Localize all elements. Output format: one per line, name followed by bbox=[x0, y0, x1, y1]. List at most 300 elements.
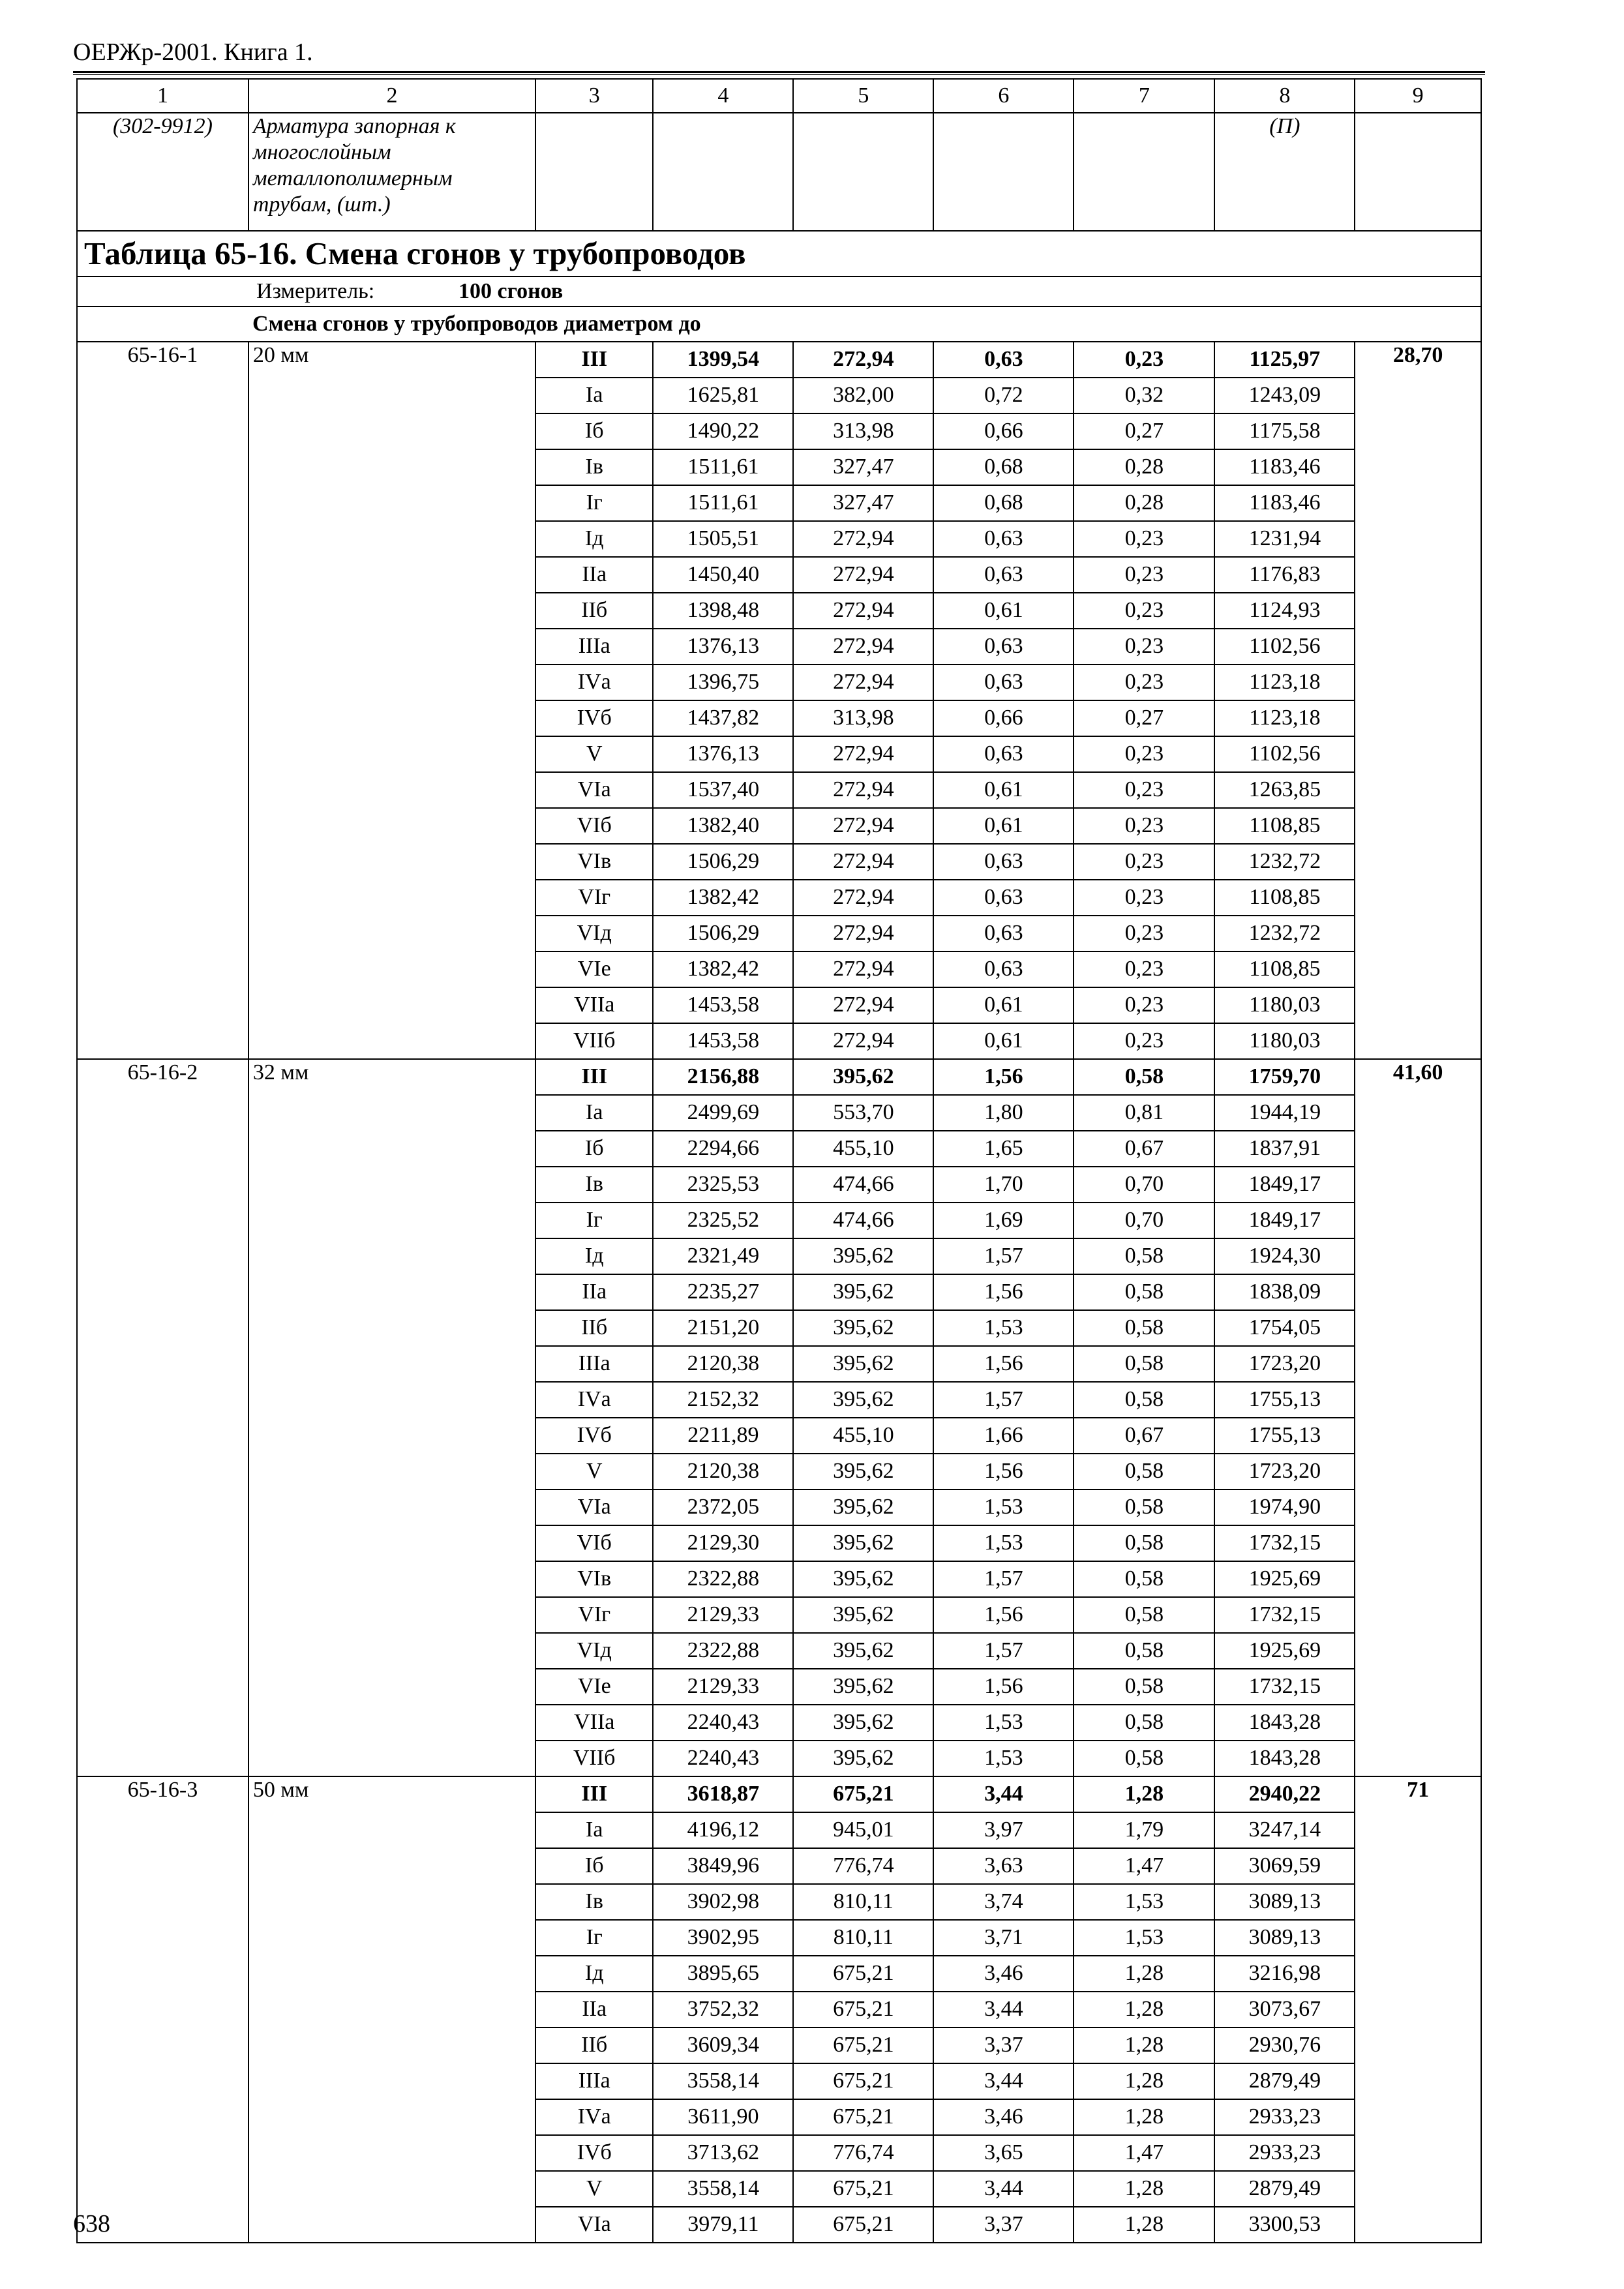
machine-wage: 0,70 bbox=[1074, 1203, 1214, 1238]
rate-region: VIIа bbox=[535, 987, 653, 1023]
machine-cost: 3,44 bbox=[933, 1992, 1074, 2027]
total-cost: 1511,61 bbox=[653, 449, 793, 485]
machine-cost: 1,57 bbox=[933, 1382, 1074, 1418]
machine-wage: 0,58 bbox=[1074, 1059, 1214, 1095]
material-cost: 3073,67 bbox=[1214, 1992, 1355, 2027]
machine-cost: 1,53 bbox=[933, 1489, 1074, 1525]
material-cost: 2940,22 bbox=[1214, 1776, 1355, 1812]
wage-cost: 395,62 bbox=[793, 1633, 933, 1669]
machine-wage: 0,58 bbox=[1074, 1525, 1214, 1561]
rate-region: IIIа bbox=[535, 2063, 653, 2099]
machine-cost: 3,37 bbox=[933, 2207, 1074, 2243]
rate-region: IIIа bbox=[535, 1346, 653, 1382]
empty-cell bbox=[1355, 113, 1481, 231]
rate-region: Iг bbox=[535, 485, 653, 521]
total-cost: 1506,29 bbox=[653, 916, 793, 951]
wage-cost: 945,01 bbox=[793, 1812, 933, 1848]
wage-cost: 272,94 bbox=[793, 521, 933, 557]
rate-region: Iа bbox=[535, 1812, 653, 1848]
total-cost: 1382,40 bbox=[653, 808, 793, 844]
rate-region: Iг bbox=[535, 1203, 653, 1238]
total-cost: 2120,38 bbox=[653, 1454, 793, 1489]
material-cost: 1843,28 bbox=[1214, 1741, 1355, 1776]
material-cost: 2933,23 bbox=[1214, 2099, 1355, 2135]
wage-cost: 327,47 bbox=[793, 485, 933, 521]
total-cost: 2129,33 bbox=[653, 1669, 793, 1705]
page-number: 638 bbox=[73, 2210, 110, 2237]
machine-wage: 0,67 bbox=[1074, 1418, 1214, 1454]
wage-cost: 474,66 bbox=[793, 1167, 933, 1203]
rate-region: Iг bbox=[535, 1920, 653, 1956]
total-cost: 1396,75 bbox=[653, 665, 793, 700]
total-cost: 2321,49 bbox=[653, 1238, 793, 1274]
material-cost: 2879,49 bbox=[1214, 2063, 1355, 2099]
total-cost: 2240,43 bbox=[653, 1741, 793, 1776]
entry-col9-value: 71 bbox=[1355, 1776, 1481, 2243]
machine-wage: 0,23 bbox=[1074, 1023, 1214, 1059]
total-cost: 2156,88 bbox=[653, 1059, 793, 1095]
machine-cost: 3,46 bbox=[933, 1956, 1074, 1992]
subheading-row bbox=[77, 307, 1481, 342]
machine-wage: 0,23 bbox=[1074, 665, 1214, 700]
rate-region: IVа bbox=[535, 2099, 653, 2135]
material-cost: 1180,03 bbox=[1214, 987, 1355, 1023]
wage-cost: 272,94 bbox=[793, 736, 933, 772]
total-cost: 3558,14 bbox=[653, 2063, 793, 2099]
rate-region: III bbox=[535, 342, 653, 378]
material-cost: 1123,18 bbox=[1214, 665, 1355, 700]
rate-region: III bbox=[535, 1059, 653, 1095]
material-cost: 1723,20 bbox=[1214, 1346, 1355, 1382]
rate-region: Iд bbox=[535, 1956, 653, 1992]
machine-cost: 0,61 bbox=[933, 987, 1074, 1023]
material-cost: 2933,23 bbox=[1214, 2135, 1355, 2171]
rate-region: Iа bbox=[535, 378, 653, 413]
rate-region: V bbox=[535, 2171, 653, 2207]
machine-wage: 0,23 bbox=[1074, 951, 1214, 987]
rate-region: III bbox=[535, 1776, 653, 1812]
machine-cost: 0,61 bbox=[933, 772, 1074, 808]
column-number: 2 bbox=[248, 79, 535, 113]
previous-entry-col8: (П) bbox=[1214, 113, 1355, 231]
wage-cost: 313,98 bbox=[793, 700, 933, 736]
price-table bbox=[76, 78, 1482, 2243]
empty-cell bbox=[1074, 113, 1214, 231]
total-cost: 1382,42 bbox=[653, 880, 793, 916]
machine-wage: 0,28 bbox=[1074, 449, 1214, 485]
wage-cost: 395,62 bbox=[793, 1238, 933, 1274]
total-cost: 3752,32 bbox=[653, 1992, 793, 2027]
total-cost: 1505,51 bbox=[653, 521, 793, 557]
rate-region: VIе bbox=[535, 1669, 653, 1705]
material-cost: 2879,49 bbox=[1214, 2171, 1355, 2207]
material-cost: 3300,53 bbox=[1214, 2207, 1355, 2243]
machine-wage: 0,23 bbox=[1074, 808, 1214, 844]
total-cost: 1453,58 bbox=[653, 1023, 793, 1059]
rate-region: VIа bbox=[535, 2207, 653, 2243]
machine-wage: 0,23 bbox=[1074, 521, 1214, 557]
total-cost: 1382,42 bbox=[653, 951, 793, 987]
entry-description: 32 мм bbox=[248, 1059, 535, 1776]
machine-cost: 1,53 bbox=[933, 1705, 1074, 1741]
wage-cost: 272,94 bbox=[793, 665, 933, 700]
wage-cost: 395,62 bbox=[793, 1346, 933, 1382]
machine-wage: 0,67 bbox=[1074, 1131, 1214, 1167]
wage-cost: 776,74 bbox=[793, 1848, 933, 1884]
total-cost: 2211,89 bbox=[653, 1418, 793, 1454]
column-number: 7 bbox=[1074, 79, 1214, 113]
wage-cost: 395,62 bbox=[793, 1059, 933, 1095]
wage-cost: 395,62 bbox=[793, 1597, 933, 1633]
rate-region: VIб bbox=[535, 1525, 653, 1561]
machine-wage: 0,58 bbox=[1074, 1669, 1214, 1705]
machine-wage: 0,58 bbox=[1074, 1705, 1214, 1741]
rate-region: Iб bbox=[535, 413, 653, 449]
total-cost: 3558,14 bbox=[653, 2171, 793, 2207]
rate-region: VIа bbox=[535, 772, 653, 808]
wage-cost: 810,11 bbox=[793, 1920, 933, 1956]
material-cost: 1849,17 bbox=[1214, 1167, 1355, 1203]
material-cost: 1108,85 bbox=[1214, 951, 1355, 987]
empty-cell bbox=[653, 113, 793, 231]
material-cost: 1924,30 bbox=[1214, 1238, 1355, 1274]
column-number: 5 bbox=[793, 79, 933, 113]
machine-cost: 3,44 bbox=[933, 2063, 1074, 2099]
total-cost: 4196,12 bbox=[653, 1812, 793, 1848]
material-cost: 1755,13 bbox=[1214, 1418, 1355, 1454]
wage-cost: 272,94 bbox=[793, 808, 933, 844]
material-cost: 1176,83 bbox=[1214, 557, 1355, 593]
wage-cost: 382,00 bbox=[793, 378, 933, 413]
table-body bbox=[77, 79, 1481, 2243]
machine-cost: 3,65 bbox=[933, 2135, 1074, 2171]
machine-cost: 1,57 bbox=[933, 1238, 1074, 1274]
table-row bbox=[77, 342, 1481, 378]
machine-cost: 3,46 bbox=[933, 2099, 1074, 2135]
total-cost: 1437,82 bbox=[653, 700, 793, 736]
machine-cost: 1,56 bbox=[933, 1669, 1074, 1705]
rate-region: IIа bbox=[535, 557, 653, 593]
total-cost: 1506,29 bbox=[653, 844, 793, 880]
machine-cost: 0,63 bbox=[933, 951, 1074, 987]
machine-cost: 1,53 bbox=[933, 1741, 1074, 1776]
total-cost: 2322,88 bbox=[653, 1561, 793, 1597]
rate-region: IIб bbox=[535, 2027, 653, 2063]
empty-cell bbox=[535, 113, 653, 231]
wage-cost: 272,94 bbox=[793, 880, 933, 916]
total-cost: 2152,32 bbox=[653, 1382, 793, 1418]
machine-wage: 0,23 bbox=[1074, 557, 1214, 593]
rate-region: Iа bbox=[535, 1095, 653, 1131]
machine-cost: 0,63 bbox=[933, 521, 1074, 557]
machine-cost: 3,97 bbox=[933, 1812, 1074, 1848]
machine-cost: 0,63 bbox=[933, 880, 1074, 916]
total-cost: 2325,52 bbox=[653, 1203, 793, 1238]
rate-region: IVб bbox=[535, 700, 653, 736]
machine-wage: 0,58 bbox=[1074, 1382, 1214, 1418]
machine-cost: 0,63 bbox=[933, 665, 1074, 700]
wage-cost: 272,94 bbox=[793, 342, 933, 378]
machine-wage: 0,58 bbox=[1074, 1238, 1214, 1274]
rate-region: V bbox=[535, 1454, 653, 1489]
material-cost: 1759,70 bbox=[1214, 1059, 1355, 1095]
machine-cost: 3,71 bbox=[933, 1920, 1074, 1956]
material-cost: 1944,19 bbox=[1214, 1095, 1355, 1131]
wage-cost: 395,62 bbox=[793, 1274, 933, 1310]
total-cost: 3895,65 bbox=[653, 1956, 793, 1992]
wage-cost: 272,94 bbox=[793, 844, 933, 880]
total-cost: 3609,34 bbox=[653, 2027, 793, 2063]
wage-cost: 675,21 bbox=[793, 1992, 933, 2027]
previous-entry-row bbox=[77, 113, 1481, 231]
wage-cost: 395,62 bbox=[793, 1669, 933, 1705]
rate-region: VIе bbox=[535, 951, 653, 987]
rate-region: Iв bbox=[535, 1167, 653, 1203]
wage-cost: 272,94 bbox=[793, 916, 933, 951]
table-title-row bbox=[77, 231, 1481, 277]
machine-cost: 0,63 bbox=[933, 916, 1074, 951]
material-cost: 1102,56 bbox=[1214, 629, 1355, 665]
material-cost: 1123,18 bbox=[1214, 700, 1355, 736]
machine-wage: 1,28 bbox=[1074, 1776, 1214, 1812]
machine-wage: 0,23 bbox=[1074, 736, 1214, 772]
machine-cost: 3,63 bbox=[933, 1848, 1074, 1884]
machine-wage: 0,58 bbox=[1074, 1597, 1214, 1633]
machine-cost: 0,61 bbox=[933, 1023, 1074, 1059]
measure-value: 100 сгонов bbox=[459, 279, 564, 303]
machine-wage: 0,23 bbox=[1074, 629, 1214, 665]
machine-wage: 0,70 bbox=[1074, 1167, 1214, 1203]
entry-code: 65-16-1 bbox=[77, 342, 248, 1059]
wage-cost: 272,94 bbox=[793, 951, 933, 987]
wage-cost: 553,70 bbox=[793, 1095, 933, 1131]
rate-region: VIIб bbox=[535, 1023, 653, 1059]
material-cost: 1183,46 bbox=[1214, 485, 1355, 521]
wage-cost: 272,94 bbox=[793, 987, 933, 1023]
previous-entry-description: Арматура запорная к многослойным металлополимерным трубам, (шт.) bbox=[248, 113, 535, 231]
machine-wage: 0,27 bbox=[1074, 413, 1214, 449]
rate-region: IIб bbox=[535, 1310, 653, 1346]
total-cost: 2151,20 bbox=[653, 1310, 793, 1346]
empty-cell bbox=[793, 113, 933, 231]
rate-region: Iб bbox=[535, 1131, 653, 1167]
total-cost: 2129,30 bbox=[653, 1525, 793, 1561]
measure-label: Измеритель: bbox=[256, 279, 375, 303]
material-cost: 1925,69 bbox=[1214, 1633, 1355, 1669]
wage-cost: 272,94 bbox=[793, 557, 933, 593]
material-cost: 3089,13 bbox=[1214, 1884, 1355, 1920]
entry-col9-value: 28,70 bbox=[1355, 342, 1481, 1059]
machine-wage: 0,23 bbox=[1074, 987, 1214, 1023]
machine-cost: 1,56 bbox=[933, 1274, 1074, 1310]
rate-region: IVб bbox=[535, 1418, 653, 1454]
column-number-row bbox=[77, 79, 1481, 113]
wage-cost: 395,62 bbox=[793, 1489, 933, 1525]
table-subheading: Смена сгонов у трубопроводов диаметром до bbox=[77, 307, 1481, 342]
rate-region: IIа bbox=[535, 1992, 653, 2027]
machine-cost: 0,66 bbox=[933, 700, 1074, 736]
machine-wage: 1,28 bbox=[1074, 2027, 1214, 2063]
wage-cost: 675,21 bbox=[793, 2207, 933, 2243]
document-header: ОЕРЖр-2001. Книга 1. bbox=[73, 38, 313, 66]
material-cost: 1263,85 bbox=[1214, 772, 1355, 808]
wage-cost: 675,21 bbox=[793, 1776, 933, 1812]
machine-wage: 1,47 bbox=[1074, 2135, 1214, 2171]
material-cost: 1755,13 bbox=[1214, 1382, 1355, 1418]
total-cost: 3611,90 bbox=[653, 2099, 793, 2135]
rate-region: Iд bbox=[535, 1238, 653, 1274]
material-cost: 1723,20 bbox=[1214, 1454, 1355, 1489]
total-cost: 2240,43 bbox=[653, 1705, 793, 1741]
material-cost: 1108,85 bbox=[1214, 880, 1355, 916]
material-cost: 1732,15 bbox=[1214, 1525, 1355, 1561]
rate-region: Iв bbox=[535, 449, 653, 485]
material-cost: 1180,03 bbox=[1214, 1023, 1355, 1059]
machine-cost: 0,66 bbox=[933, 413, 1074, 449]
wage-cost: 272,94 bbox=[793, 1023, 933, 1059]
material-cost: 1837,91 bbox=[1214, 1131, 1355, 1167]
rate-region: VIIб bbox=[535, 1741, 653, 1776]
entry-description: 20 мм bbox=[248, 342, 535, 1059]
wage-cost: 313,98 bbox=[793, 413, 933, 449]
machine-cost: 3,37 bbox=[933, 2027, 1074, 2063]
total-cost: 3979,11 bbox=[653, 2207, 793, 2243]
rate-region: IVб bbox=[535, 2135, 653, 2171]
machine-wage: 0,23 bbox=[1074, 844, 1214, 880]
wage-cost: 675,21 bbox=[793, 2027, 933, 2063]
material-cost: 1124,93 bbox=[1214, 593, 1355, 629]
machine-wage: 0,23 bbox=[1074, 772, 1214, 808]
total-cost: 1625,81 bbox=[653, 378, 793, 413]
total-cost: 3849,96 bbox=[653, 1848, 793, 1884]
total-cost: 1376,13 bbox=[653, 736, 793, 772]
machine-cost: 1,56 bbox=[933, 1597, 1074, 1633]
total-cost: 2129,33 bbox=[653, 1597, 793, 1633]
material-cost: 1925,69 bbox=[1214, 1561, 1355, 1597]
column-number: 9 bbox=[1355, 79, 1481, 113]
column-number: 3 bbox=[535, 79, 653, 113]
machine-wage: 1,79 bbox=[1074, 1812, 1214, 1848]
wage-cost: 395,62 bbox=[793, 1310, 933, 1346]
wage-cost: 474,66 bbox=[793, 1203, 933, 1238]
material-cost: 1754,05 bbox=[1214, 1310, 1355, 1346]
total-cost: 1450,40 bbox=[653, 557, 793, 593]
machine-cost: 1,57 bbox=[933, 1633, 1074, 1669]
wage-cost: 810,11 bbox=[793, 1884, 933, 1920]
machine-cost: 1,70 bbox=[933, 1167, 1074, 1203]
wage-cost: 455,10 bbox=[793, 1418, 933, 1454]
machine-cost: 1,56 bbox=[933, 1059, 1074, 1095]
machine-wage: 0,58 bbox=[1074, 1310, 1214, 1346]
material-cost: 1183,46 bbox=[1214, 449, 1355, 485]
wage-cost: 395,62 bbox=[793, 1561, 933, 1597]
wage-cost: 395,62 bbox=[793, 1705, 933, 1741]
rate-region: VIг bbox=[535, 880, 653, 916]
machine-cost: 0,63 bbox=[933, 844, 1074, 880]
machine-cost: 1,56 bbox=[933, 1346, 1074, 1382]
entry-code: 65-16-2 bbox=[77, 1059, 248, 1776]
machine-cost: 1,66 bbox=[933, 1418, 1074, 1454]
machine-cost: 1,53 bbox=[933, 1310, 1074, 1346]
total-cost: 1399,54 bbox=[653, 342, 793, 378]
wage-cost: 395,62 bbox=[793, 1525, 933, 1561]
total-cost: 2499,69 bbox=[653, 1095, 793, 1131]
rate-region: VIг bbox=[535, 1597, 653, 1633]
machine-cost: 0,72 bbox=[933, 378, 1074, 413]
machine-wage: 1,28 bbox=[1074, 1992, 1214, 2027]
entry-col9-value: 41,60 bbox=[1355, 1059, 1481, 1776]
machine-cost: 3,44 bbox=[933, 1776, 1074, 1812]
total-cost: 1453,58 bbox=[653, 987, 793, 1023]
table-row bbox=[77, 1776, 1481, 1812]
total-cost: 3902,98 bbox=[653, 1884, 793, 1920]
machine-wage: 1,28 bbox=[1074, 2171, 1214, 2207]
machine-cost: 0,63 bbox=[933, 629, 1074, 665]
entry-description: 50 мм bbox=[248, 1776, 535, 2243]
material-cost: 2930,76 bbox=[1214, 2027, 1355, 2063]
material-cost: 3216,98 bbox=[1214, 1956, 1355, 1992]
material-cost: 1102,56 bbox=[1214, 736, 1355, 772]
machine-cost: 0,63 bbox=[933, 557, 1074, 593]
machine-cost: 0,63 bbox=[933, 342, 1074, 378]
machine-cost: 1,65 bbox=[933, 1131, 1074, 1167]
machine-cost: 1,53 bbox=[933, 1525, 1074, 1561]
wage-cost: 455,10 bbox=[793, 1131, 933, 1167]
rate-region: IIIа bbox=[535, 629, 653, 665]
rate-region: IVа bbox=[535, 1382, 653, 1418]
machine-cost: 1,57 bbox=[933, 1561, 1074, 1597]
empty-cell bbox=[933, 113, 1074, 231]
wage-cost: 395,62 bbox=[793, 1741, 933, 1776]
machine-wage: 0,23 bbox=[1074, 593, 1214, 629]
wage-cost: 675,21 bbox=[793, 1956, 933, 1992]
material-cost: 3069,59 bbox=[1214, 1848, 1355, 1884]
machine-wage: 1,47 bbox=[1074, 1848, 1214, 1884]
total-cost: 2294,66 bbox=[653, 1131, 793, 1167]
machine-wage: 1,53 bbox=[1074, 1884, 1214, 1920]
machine-wage: 0,28 bbox=[1074, 485, 1214, 521]
material-cost: 1838,09 bbox=[1214, 1274, 1355, 1310]
machine-wage: 1,53 bbox=[1074, 1920, 1214, 1956]
rate-region: VIв bbox=[535, 844, 653, 880]
header-rule-thin bbox=[73, 74, 1485, 75]
rate-region: IIб bbox=[535, 593, 653, 629]
total-cost: 2372,05 bbox=[653, 1489, 793, 1525]
wage-cost: 395,62 bbox=[793, 1382, 933, 1418]
wage-cost: 675,21 bbox=[793, 2099, 933, 2135]
rate-region: VIб bbox=[535, 808, 653, 844]
machine-cost: 3,44 bbox=[933, 2171, 1074, 2207]
column-number: 6 bbox=[933, 79, 1074, 113]
machine-cost: 3,74 bbox=[933, 1884, 1074, 1920]
machine-wage: 0,32 bbox=[1074, 378, 1214, 413]
wage-cost: 272,94 bbox=[793, 772, 933, 808]
wage-cost: 395,62 bbox=[793, 1454, 933, 1489]
material-cost: 1974,90 bbox=[1214, 1489, 1355, 1525]
column-number: 1 bbox=[77, 79, 248, 113]
total-cost: 1490,22 bbox=[653, 413, 793, 449]
machine-wage: 0,58 bbox=[1074, 1274, 1214, 1310]
wage-cost: 272,94 bbox=[793, 593, 933, 629]
wage-cost: 327,47 bbox=[793, 449, 933, 485]
machine-wage: 0,23 bbox=[1074, 916, 1214, 951]
material-cost: 1231,94 bbox=[1214, 521, 1355, 557]
total-cost: 1537,40 bbox=[653, 772, 793, 808]
machine-wage: 1,28 bbox=[1074, 2063, 1214, 2099]
machine-wage: 0,58 bbox=[1074, 1561, 1214, 1597]
machine-wage: 1,28 bbox=[1074, 2207, 1214, 2243]
machine-cost: 1,69 bbox=[933, 1203, 1074, 1238]
